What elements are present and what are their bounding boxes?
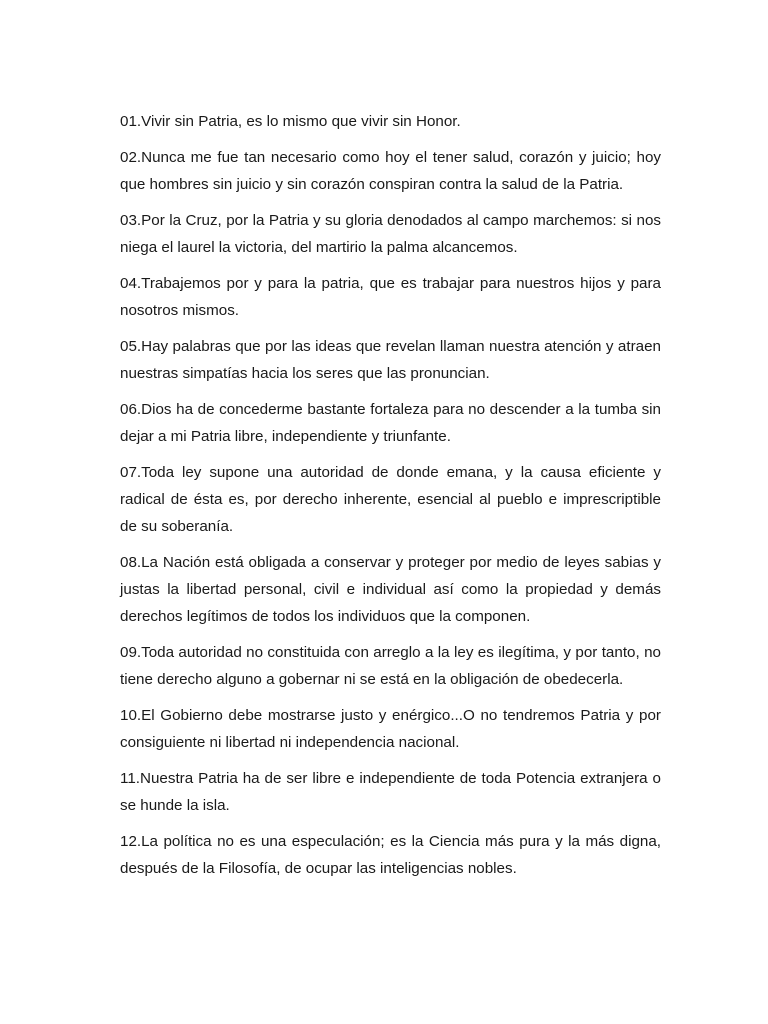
quote-08: 08.La Nación está obligada a conservar y proteger por medio de leyes sabias y justas la libertad personal, civil e individual así como la propiedad y demás derechos legítimos de todos los individuos que la componen. — [120, 554, 661, 625]
quote-10: 10.El Gobierno debe mostrarse justo y enérgico...O no tendremos Patria y por consiguiente ni libertad ni independencia nacional. — [120, 707, 661, 751]
quote-06: 06.Dios ha de concederme bastante fortaleza para no descender a la tumba sin dejar a mi Patria libre, independiente y triunfante. — [120, 401, 661, 445]
quote-03: 03.Por la Cruz, por la Patria y su gloria denodados al campo marchemos: si nos niega el laurel la victoria, del martirio la palma alcancemos. — [120, 212, 661, 256]
quote-05: 05.Hay palabras que por las ideas que revelan llaman nuestra atención y atraen nuestras simpatías hacia los seres que las pronuncian. — [120, 338, 661, 382]
quote-07: 07.Toda ley supone una autoridad de donde emana, y la causa eficiente y radical de ésta es, por derecho inherente, esencial al pueblo e imprescriptible de su soberanía. — [120, 464, 661, 535]
quote-12: 12.La política no es una especulación; es la Ciencia más pura y la más digna, después de la Filosofía, de ocupar las inteligencias nobles. — [120, 833, 661, 877]
document-page — [120, 108, 661, 891]
quote-11: 11.Nuestra Patria ha de ser libre e independiente de toda Potencia extranjera o se hunde la isla. — [120, 770, 661, 814]
quote-04: 04.Trabajemos por y para la patria, que es trabajar para nuestros hijos y para nosotros mismos. — [120, 275, 661, 319]
quote-09: 09.Toda autoridad no constituida con arreglo a la ley es ilegítima, y por tanto, no tiene derecho alguno a gobernar ni se está en la obligación de obedecerla. — [120, 644, 661, 688]
quote-02: 02.Nunca me fue tan necesario como hoy el tener salud, corazón y juicio; hoy que hombres sin juicio y sin corazón conspiran contra la salud de la Patria. — [120, 149, 661, 193]
quote-01: 01.Vivir sin Patria, es lo mismo que vivir sin Honor. — [120, 113, 461, 130]
